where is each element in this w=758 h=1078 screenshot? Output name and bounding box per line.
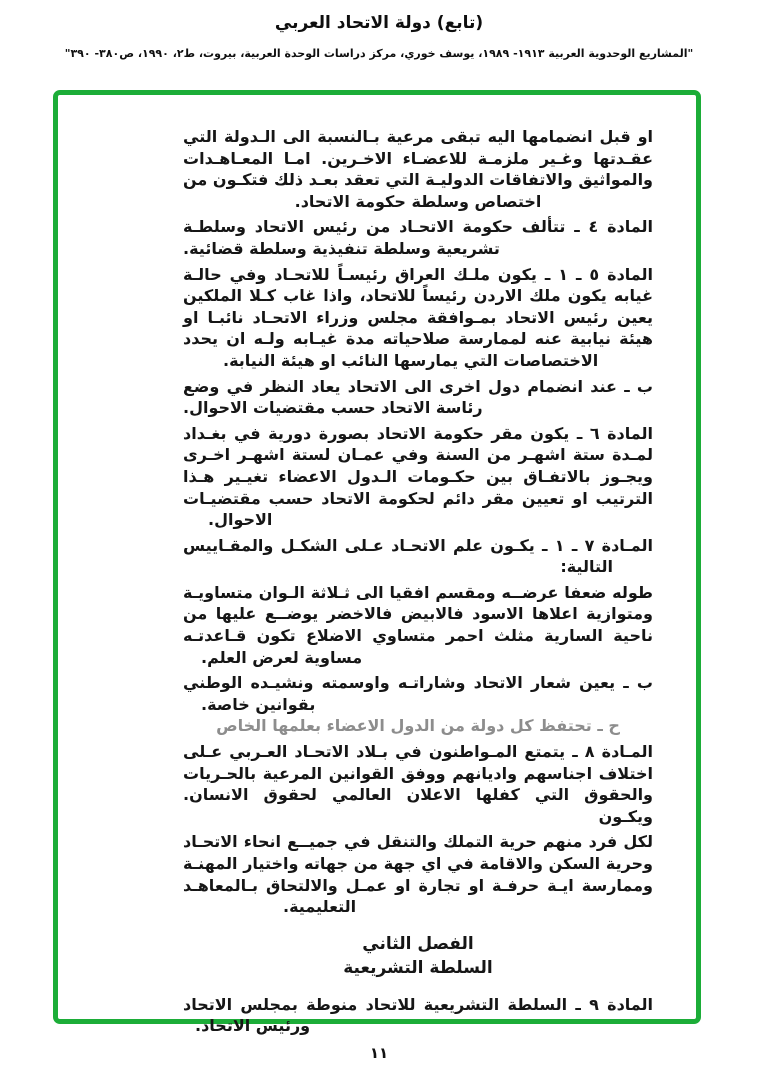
green-content-frame [53,90,701,1036]
text-line: المادة ٩ ـ السلطة التشريعية للاتحاد منوطة بمجلس الاتحاد [183,994,654,1014]
text-line: الاختصاصات التي يمارسها النائب او هيئة النيابة. [223,350,599,370]
text-line: ومتوازية اعلاها الاسود فالابيض فالاخضر يوضــع عليها من [183,604,653,624]
text-line: ح ـ تحتفظ كل دولة من الدول الاعضاء بعلمها الخاص [216,716,620,736]
text-line: غيابه يكون ملك الاردن رئيساً للاتحاد، واذا غاب كـلا الملكين [183,286,653,306]
text-line: المادة ٤ ـ تتألف حكومة الاتحـاد من رئيس الاتحاد وسلطـة [183,217,653,237]
text-line: ب ـ عند انضمام دول اخرى الى الاتحاد يعاد النظر في وضع [183,376,653,396]
text-line: الترتيب او تعيين مقر دائم لحكومة الاتحاد حسب مقتضيـات [183,488,653,508]
text-line: اختلاف اجناسهم واديانهم ووفق القوانين المرعية بالحـريات [183,763,653,783]
text-line: ورئيس الاتحاد. [195,1016,311,1036]
text-line: وحرية السكن والاقامة في اي جهة من جهاته واختيار المهنـة [183,854,653,873]
text-line: التالية: [560,557,613,577]
text-line: عقـدتها وغـير ملزمـة للاعضـاء الاخـرين. امـا المعـاهـدات [183,148,653,168]
text-line: السلطة التشريعية [343,957,493,978]
text-line: ب ـ يعين شعار الاتحاد وشاراتـه واوسمته ونشيـده الوطني [183,673,653,693]
text-line: لمـدة ستة اشهـر من السنة وفي عمـان لستة اشهـر اخـرى [183,445,653,465]
text-line: طوله ضعفا عرضــه ومقسم افقيا الى ثـلاثة الـوان متساويـة [183,582,653,602]
text-line: المادة ٥ ـ ١ ـ يكون ملـك العراق رئيسـاً للاتحـاد وفي حالـة [183,264,654,284]
text-line: لكل فرد منهم حرية التملك والتنقل في جميــع انحاء الاتحـاد [183,832,653,852]
text-line: او قبل انضمامها اليه تبقى مرعية بـالنسبة الى الـدولة التي [183,127,653,146]
text-line: المـادة ٧ ـ ١ ـ يكـون علم الاتحـاد عـلى الشكـل والمقـاييس [183,535,653,555]
text-line: بقوانين خاصة. [201,694,316,714]
text-line: وممارسة ايـة حرفـة او تجارة او عمـل والالتحاق بـالمعاهـد [183,875,653,895]
text-line: تشريعية وسلطة تنفيذية وسلطة قضائية. [183,238,500,258]
text-line: ناحية السارية مثلث احمر متساوي الاضلاع تكون قـاعدتـه [183,626,653,646]
text-line: الاحوال. [208,510,273,530]
text-line: المـادة ٨ ـ يتمتع المـواطنون في بـلاد الاتحـاد العـربي عـلى [183,742,654,762]
text-line: يعين رئيس الاتحاد بمـوافقة مجلس وزراء الاتحـاد نائبـا او [183,307,653,327]
text-line: رئاسة الاتحاد حسب مقتضيات الاحوال. [183,398,483,418]
citation-line: "المشاريع الوحدوية العربية ١٩١٣- ١٩٨٩، يوسف خوري، مركز دراسات الوحدة العربية، بيروت، ط٢، ١٩٩٠، ص٣٨٠- ٣٩٠" [64,47,694,60]
text-line: الفصل الثاني [362,933,474,954]
article-lines [183,126,653,1037]
text-line: اختصاص وسلطة حكومة الاتحاد. [294,191,542,211]
text-line: المادة ٦ ـ يكون مقر حكومة الاتحاد بصورة دورية في بغـداد [183,423,653,443]
text-line: ويجـوز بالاتفـاق بين حكـومات الـدول الاعضاء تغيـير هـذا [183,466,653,486]
text-line: مساوية لعرض العلم. [201,647,363,667]
text-line: والحقوق التي كفلها الاعلان العالمي لحقوق الانسان. ويكـون [183,785,653,826]
page-title: (تابع) دولة الاتحاد العربي [274,13,484,33]
text-line: هيئة نيابية عنه لممارسة صلاحياته مدة غيـابه ولـه ان يحدد [183,329,653,349]
page-number: ١١ [369,1044,389,1062]
text-line: التعليمية. [283,897,357,917]
text-line: والمواثيق والاتفاقات الدوليـة التي تعقد بعـد ذلك فتكـون من [183,170,653,190]
